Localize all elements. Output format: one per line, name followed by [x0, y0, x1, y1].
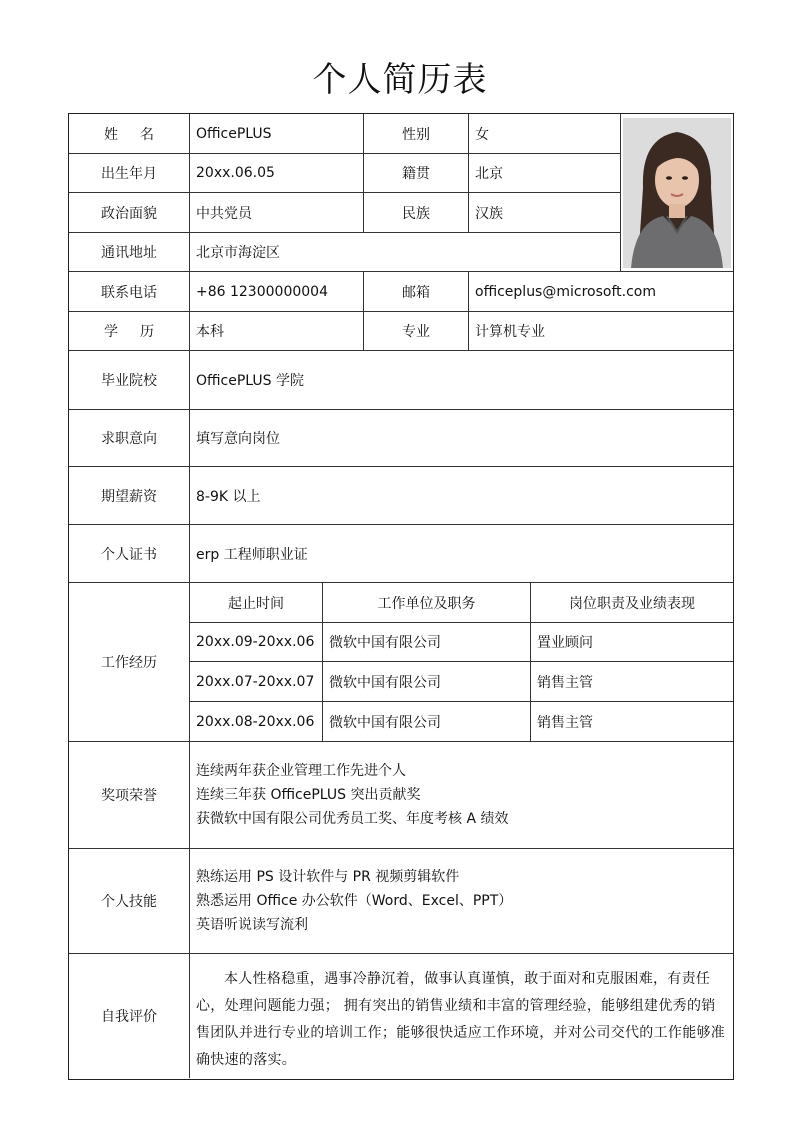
- birth-label: 出生年月: [69, 154, 190, 193]
- major-label: 专业: [364, 312, 469, 351]
- awards-line-1: 连续两年获企业管理工作先进个人: [196, 763, 406, 779]
- awards-value[interactable]: [190, 742, 733, 849]
- skills-line-1: 熟练运用 PS 设计软件与 PR 视频剪辑软件: [196, 869, 460, 885]
- work-row-2-company[interactable]: 微软中国有限公司: [323, 662, 531, 702]
- salary-value[interactable]: 8-9K 以上: [190, 467, 733, 525]
- cert-label: 个人证书: [69, 525, 190, 583]
- job-label: 求职意向: [69, 410, 190, 467]
- phone-value[interactable]: +86 12300000004: [190, 272, 364, 312]
- gender-value[interactable]: 女: [469, 114, 621, 154]
- work-row-1-company[interactable]: 微软中国有限公司: [323, 623, 531, 662]
- politics-value[interactable]: 中共党员: [190, 193, 364, 233]
- work-row-2-duty[interactable]: 销售主管: [531, 662, 733, 702]
- self-label: 自我评价: [69, 954, 190, 1078]
- school-label: 毕业院校: [69, 351, 190, 410]
- email-value[interactable]: officeplus@microsoft.com: [469, 272, 733, 312]
- work-row-2-period[interactable]: 20xx.07-20xx.07: [190, 662, 323, 702]
- work-row-3-company[interactable]: 微软中国有限公司: [323, 702, 531, 742]
- work-row-3-duty[interactable]: 销售主管: [531, 702, 733, 742]
- native-label: 籍贯: [364, 154, 469, 193]
- work-header-company: 工作单位及职务: [323, 583, 531, 623]
- work-label: 工作经历: [69, 583, 190, 742]
- name-value[interactable]: OfficePLUS: [190, 114, 364, 154]
- page-title: 个人简历表: [312, 60, 488, 100]
- email-label: 邮箱: [364, 272, 469, 312]
- edu-value[interactable]: 本科: [190, 312, 364, 351]
- resume-table: [68, 113, 734, 1080]
- work-header-period: 起止时间: [190, 583, 323, 623]
- cert-value[interactable]: erp 工程师职业证: [190, 525, 733, 583]
- edu-label: 学历: [69, 312, 190, 351]
- awards-label: 奖项荣誉: [69, 742, 190, 849]
- work-row-3-period[interactable]: 20xx.08-20xx.06: [190, 702, 323, 742]
- school-value[interactable]: OfficePLUS 学院: [190, 351, 733, 410]
- salary-label: 期望薪资: [69, 467, 190, 525]
- awards-line-2: 连续三年获 OfficePLUS 突出贡献奖: [196, 787, 421, 803]
- portrait-illustration: [623, 118, 731, 268]
- gender-label: 性别: [364, 114, 469, 154]
- native-value[interactable]: 北京: [469, 154, 621, 193]
- self-value[interactable]: 本人性格稳重，遇事冷静沉着，做事认真谨慎，敢于面对和克服困难，有责任心，处理问题能力强； 拥有突出的销售业绩和丰富的管理经验，能够组建优秀的销售团队并进行专业的培训工作；能够很快适应工作环境，并对公司交代的工作能够准确快速的落实。: [196, 971, 726, 1068]
- name-label: 姓名: [69, 114, 190, 154]
- address-value[interactable]: 北京市海淀区: [190, 233, 621, 272]
- awards-line-3: 获微软中国有限公司优秀员工奖、年度考核 A 绩效: [196, 811, 509, 827]
- birth-value[interactable]: 20xx.06.05: [190, 154, 364, 193]
- work-row-1-duty[interactable]: 置业顾问: [531, 623, 733, 662]
- address-label: 通讯地址: [69, 233, 190, 272]
- phone-label: 联系电话: [69, 272, 190, 312]
- work-row-1-period[interactable]: 20xx.09-20xx.06: [190, 623, 323, 662]
- work-header-duty: 岗位职责及业绩表现: [531, 583, 733, 623]
- skills-line-2: 熟悉运用 Office 办公软件（Word、Excel、PPT）: [196, 893, 513, 909]
- politics-label: 政治面貌: [69, 193, 190, 233]
- major-value[interactable]: 计算机专业: [469, 312, 733, 351]
- skills-value[interactable]: [190, 849, 733, 954]
- ethnic-label: 民族: [364, 193, 469, 233]
- skills-label: 个人技能: [69, 849, 190, 954]
- person-photo-icon: [623, 118, 731, 268]
- skills-line-3: 英语听说读写流利: [196, 917, 308, 933]
- job-value[interactable]: 填写意向岗位: [190, 410, 733, 467]
- ethnic-value[interactable]: 汉族: [469, 193, 621, 233]
- photo-cell: [621, 114, 733, 272]
